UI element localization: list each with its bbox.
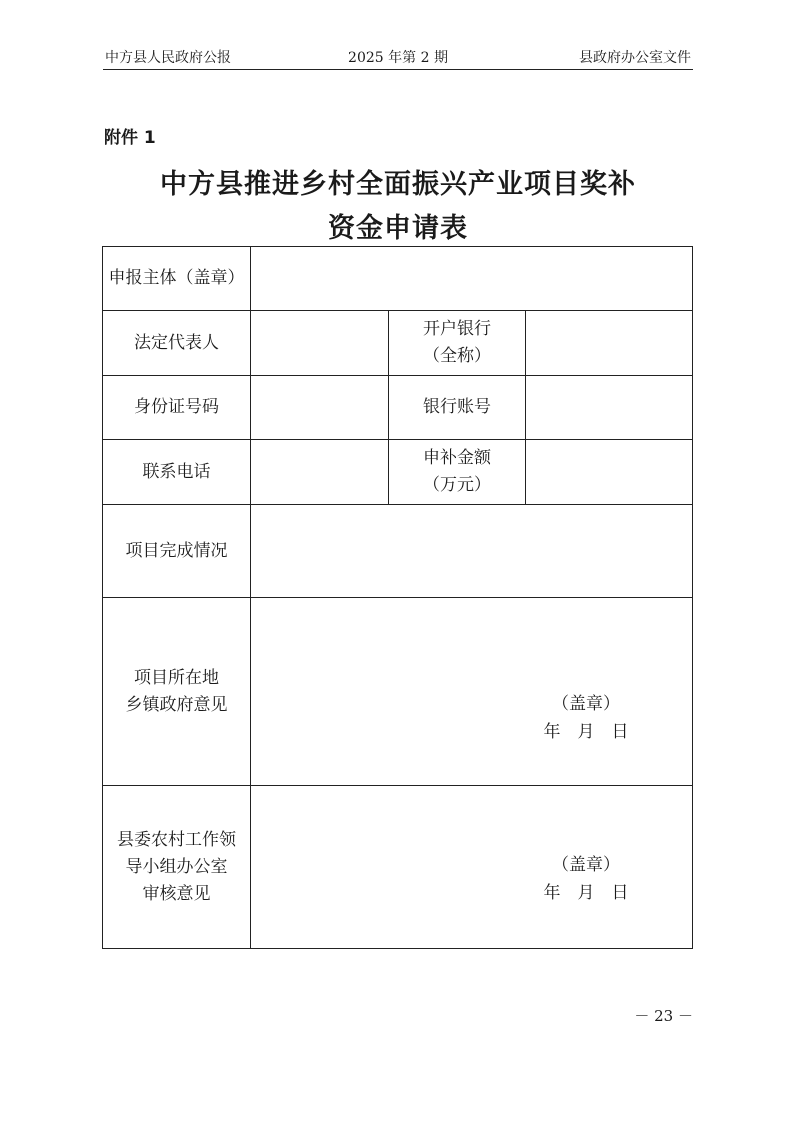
committee-label-line1: 县委农村工作领	[117, 829, 236, 850]
committee-opinion-label	[103, 786, 251, 949]
table-row	[103, 311, 693, 376]
document-category: 县政府办公室文件	[579, 50, 691, 66]
amount-field[interactable]	[526, 440, 693, 505]
phone-field[interactable]	[251, 440, 389, 505]
table-row	[103, 786, 693, 949]
township-seal-block	[531, 690, 641, 746]
completion-field[interactable]	[251, 505, 693, 598]
committee-opinion-field[interactable]	[251, 786, 693, 949]
amount-label-line2: （万元）	[423, 475, 491, 495]
bank-label	[389, 311, 526, 376]
seal-text: （盖章）	[552, 694, 620, 714]
committee-seal-block	[531, 851, 641, 907]
seal-text: （盖章）	[552, 855, 620, 875]
form-title-line2: 资金申请表	[328, 213, 468, 244]
table-row	[103, 247, 693, 311]
township-opinion-field[interactable]	[251, 598, 693, 786]
legal-rep-field[interactable]	[251, 311, 389, 376]
table-row	[103, 505, 693, 598]
township-label-line2: 乡镇政府意见	[125, 694, 228, 715]
id-number-field[interactable]	[251, 376, 389, 440]
committee-label-line3: 审核意见	[142, 883, 211, 904]
township-label-line1: 项目所在地	[134, 667, 219, 688]
table-row	[103, 598, 693, 786]
table-row	[103, 376, 693, 440]
issue-number: 2025 年第 2 期	[348, 50, 448, 66]
bank-field[interactable]	[526, 311, 693, 376]
form-title-line1: 中方县推进乡村全面振兴产业项目奖补	[160, 169, 636, 200]
page-header	[103, 48, 693, 68]
table-row	[103, 440, 693, 505]
application-form-table	[102, 246, 693, 949]
applicant-field[interactable]	[251, 247, 693, 311]
phone-label: 联系电话	[103, 440, 251, 505]
completion-label: 项目完成情况	[103, 505, 251, 598]
amount-label	[389, 440, 526, 505]
committee-label-line2: 导小组办公室	[125, 856, 228, 877]
account-label: 银行账号	[389, 376, 526, 440]
bank-label-line2: （全称）	[423, 346, 491, 366]
page-number: － 23 －	[634, 1007, 693, 1025]
date-text: 年 月 日	[543, 722, 629, 742]
attachment-label: 附件 1	[104, 128, 156, 148]
amount-label-line1: 申补金额	[423, 448, 491, 468]
applicant-label: 申报主体（盖章）	[103, 247, 251, 311]
legal-rep-label: 法定代表人	[103, 311, 251, 376]
township-opinion-label	[103, 598, 251, 786]
bank-label-line1: 开户银行	[423, 319, 491, 339]
gazette-name: 中方县人民政府公报	[105, 50, 231, 66]
id-number-label: 身份证号码	[103, 376, 251, 440]
account-field[interactable]	[526, 376, 693, 440]
header-divider	[103, 69, 693, 70]
date-text: 年 月 日	[543, 883, 629, 903]
